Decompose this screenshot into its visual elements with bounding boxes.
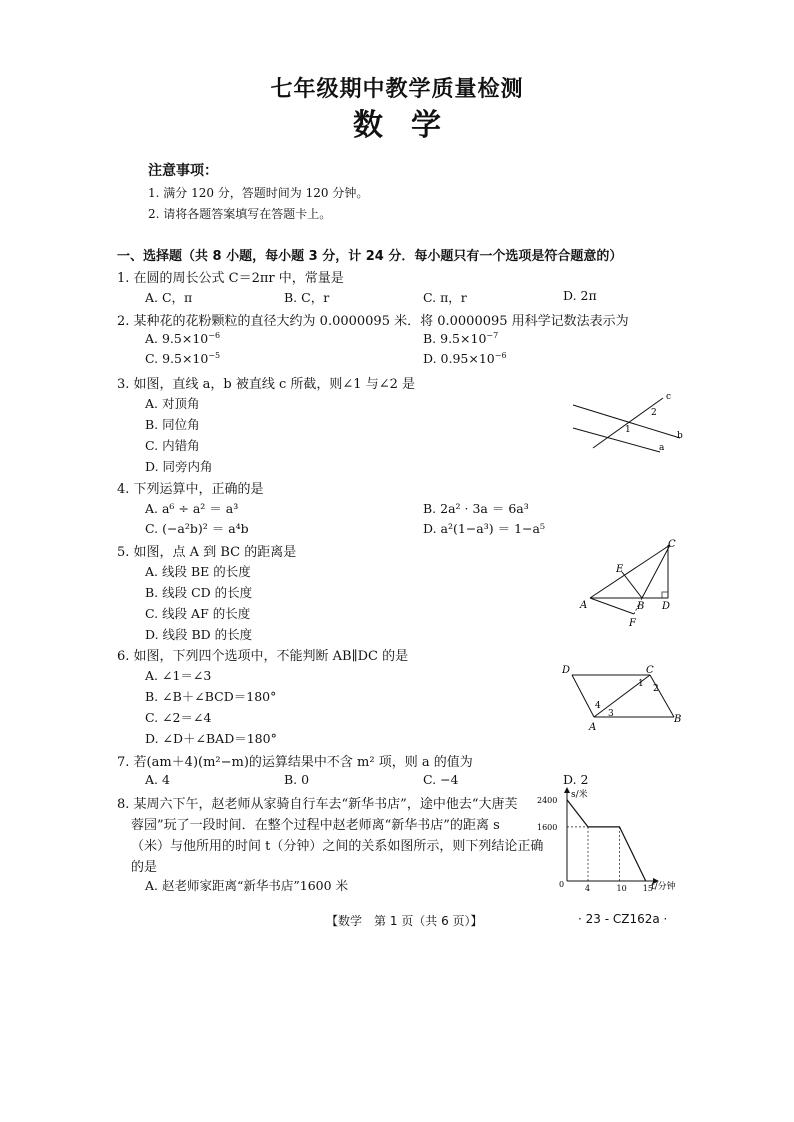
q5-label-a: A: [580, 600, 588, 611]
q2-option-a: A. $9.5\times 10^{-6}$: [145, 331, 221, 347]
q4-option-d: D. a²(1−a³) ＝ 1−a⁵: [423, 521, 545, 536]
q5-figure: [570, 535, 690, 630]
notes-heading: 注意事项：: [148, 163, 218, 179]
q3-label-a: a: [659, 443, 665, 453]
y-tick-label: 2400: [537, 795, 558, 805]
q3-option-d: D. 同旁内角: [145, 459, 213, 474]
q6-label-4: 4: [595, 701, 601, 711]
q5-option-a: A. 线段 BE 的长度: [145, 564, 251, 579]
q5-label-b: B: [637, 601, 645, 612]
q6-option-c: C. ∠2＝∠4: [145, 710, 212, 725]
q2-option-d: D. $0.95\times 10^{-6}$: [423, 351, 507, 367]
q3-option-c: C. 内错角: [145, 438, 200, 453]
question-4-stem: 4. 下列运算中，正确的是: [117, 482, 264, 497]
y-axis-arrow: [564, 787, 570, 793]
q1-option-c: C. π，r: [423, 290, 467, 305]
q5-label-c: C: [668, 539, 676, 550]
q7-option-b: B. 0: [284, 772, 310, 787]
question-3-stem: 3. 如图，直线 a，b 被直线 c 所截，则∠1 与∠2 是: [117, 377, 416, 392]
question-1-stem: 1. 在圆的周长公式 C＝2πr 中，常量是: [117, 271, 344, 286]
x-tick-label: 4: [585, 884, 591, 893]
subject-title: 数学: [353, 108, 469, 143]
q7-option-c: C. −4: [423, 772, 459, 787]
q5-option-d: D. 线段 BD 的长度: [145, 627, 253, 642]
note-item: 2. 请将各题答案填写在答题卡上。: [148, 207, 332, 221]
x-axis-label: t/分钟: [651, 882, 676, 892]
q1-option-b: B. C，r: [284, 290, 330, 305]
q5-option-b: B. 线段 CD 的长度: [145, 585, 253, 600]
q6-label-3: 3: [608, 709, 614, 719]
series-line: [567, 800, 646, 881]
q2-option-c: C. $9.5\times 10^{-5}$: [145, 351, 221, 367]
q3-label-2: 2: [651, 408, 657, 418]
q8-distance-time-chart: [535, 785, 685, 895]
q3-option-a: A. 对顶角: [145, 396, 200, 411]
question-7-stem: 7. 若(am＋4)(m²−m)的运算结果中不含 m² 项，则 a 的值为: [117, 755, 473, 770]
q5-label-e: E: [616, 564, 624, 575]
q6-label-1: 1: [638, 679, 644, 689]
question-6-stem: 6. 如图，下列四个选项中，不能判断 AB∥DC 的是: [117, 649, 409, 664]
q6-option-d: D. ∠D＋∠BAD＝180°: [145, 731, 277, 746]
q3-figure: [565, 390, 695, 460]
q6-option-a: A. ∠1＝∠3: [145, 668, 212, 683]
exam-code: · 23 - CZ162a ·: [578, 912, 668, 926]
q6-label-d: D: [562, 665, 571, 676]
question-8-stem-line: 的是: [131, 860, 158, 875]
note-item: 1. 满分 120 分，答题时间为 120 分钟。: [148, 186, 369, 200]
q3-label-1: 1: [625, 425, 631, 435]
q6-option-b: B. ∠B＋∠BCD＝180°: [145, 689, 277, 704]
q4-option-a: A. a⁶ ÷ a² ＝ a³: [145, 501, 239, 516]
q6-figure: [558, 660, 688, 732]
q5-label-f: F: [629, 618, 636, 629]
q5-option-c: C. 线段 AF 的长度: [145, 606, 251, 621]
q6-label-a: A: [589, 722, 597, 732]
q2-option-b: B. $9.5\times 10^{-7}$: [423, 331, 499, 347]
page-indicator: 【数学 第 1 页（共 6 页）】: [326, 914, 483, 928]
x-tick-label: 10: [616, 884, 627, 893]
section-heading: 一、选择题（共 8 小题，每小题 3 分，计 24 分．每小题只有一个选项是符合题意的）: [117, 249, 623, 264]
origin-label: 0: [559, 880, 565, 889]
q3-label-b: b: [677, 431, 683, 441]
q6-label-c: C: [646, 665, 654, 676]
question-8-stem-line: 蓉园”玩了一段时间．在整个过程中赵老师离“新华书店”的距离 s: [131, 818, 500, 833]
q6-label-2: 2: [653, 684, 659, 694]
x-tick-label: 15: [642, 884, 653, 893]
q7-option-d: D. 2: [563, 772, 589, 787]
y-axis-label: s/米: [571, 790, 588, 800]
q4-option-b: B. 2a² · 3a ＝ 6a³: [423, 501, 529, 516]
q4-option-c: C. (−a²b)² ＝ a⁴b: [145, 521, 249, 536]
q3-option-b: B. 同位角: [145, 417, 200, 432]
y-tick-label: 1600: [537, 822, 558, 832]
q1-option-a: A. C，π: [145, 290, 193, 305]
q3-label-c: c: [666, 392, 672, 402]
q8-option-a: A. 赵老师家距离“新华书店”1600 米: [145, 878, 349, 893]
exam-title: 七年级期中教学质量检测: [270, 77, 524, 102]
question-8-stem-line: （米）与他所用的时间 t（分钟）之间的关系如图所示，则下列结论正确: [131, 839, 544, 854]
question-2-stem: 2. 某种花的花粉颗粒的直径大约为 0.0000095 米．将 0.0000095 用科学记数法表示为: [117, 314, 629, 329]
q7-option-a: A. 4: [145, 772, 170, 787]
q1-option-d: D. 2π: [563, 288, 597, 303]
question-8-stem-line: 8. 某周六下午，赵老师从家骑自行车去“新华书店”，途中他去“大唐芙: [117, 797, 518, 812]
q6-label-b: B: [674, 714, 682, 725]
question-5-stem: 5. 如图，点 A 到 BC 的距离是: [117, 545, 297, 560]
q5-label-d: D: [662, 601, 671, 612]
